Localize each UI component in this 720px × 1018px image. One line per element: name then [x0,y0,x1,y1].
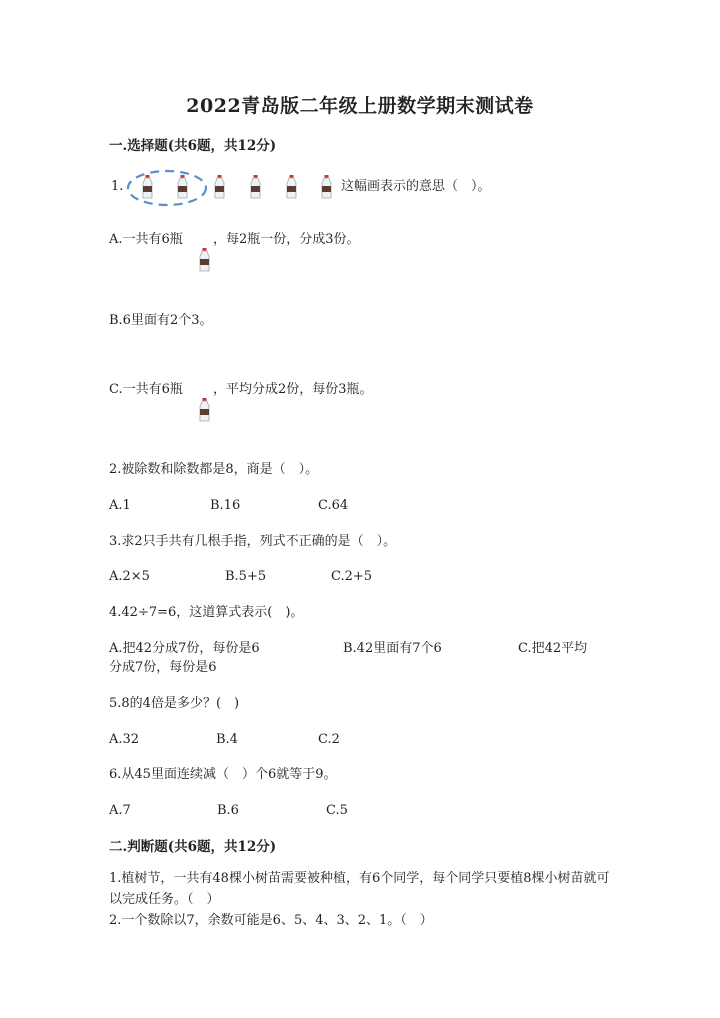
bottle-icon [286,175,297,199]
bottle-icon [199,398,210,422]
q3-option-c: C.2+5 [331,569,373,584]
bottle-icon [177,175,188,199]
q1-option-a-before: A.一共有6瓶 [109,232,183,247]
judgment-2: 2.一个数除以7，余数可能是6、5、4、3、2、1。（ ） [109,913,433,928]
bottle-icon [142,175,153,199]
grouping-ellipse [126,168,208,208]
q1-stem: 这幅画表示的意思（ ）。 [341,179,491,194]
q1-option-c-after: ，平均分成2份，每份3瓶。 [213,382,373,397]
page-title: 2022青岛版二年级上册数学期末测试卷 [186,95,534,117]
q1-option-b: B.6里面有2个3。 [109,313,213,328]
q2-stem: 2.被除数和除数都是8，商是（ ）。 [109,462,319,477]
q4-stem: 4.42÷7=6，这道算式表示( )。 [109,605,304,620]
q4-option-c: C.把42平均 [518,641,588,656]
section-heading-judgment: 二.判断题(共6题，共12分) [109,839,277,855]
q1-option-a-after: ，每2瓶一份，分成3份。 [213,232,360,247]
q4-option-a: A.把42分成7份，每份是6 [109,641,260,656]
section-heading-choice: 一.选择题(共6题，共12分) [109,138,277,154]
bottle-icon [199,248,210,272]
q6-option-a: A.7 [109,803,131,818]
q3-stem: 3.求2只手共有几根手指，列式不正确的是（ ）。 [109,534,397,549]
q6-option-c: C.5 [326,803,348,818]
q3-option-a: A.2×5 [109,569,150,584]
bottle-icon [214,175,225,199]
q5-option-a: A.32 [109,732,140,747]
q1-option-c-before: C.一共有6瓶 [109,382,183,397]
q2-option-c: C.64 [318,498,349,513]
q2-option-a: A.1 [109,498,131,513]
q5-option-c: C.2 [318,732,340,747]
q6-stem: 6.从45里面连续减（ ）个6就等于9。 [109,767,337,782]
q2-option-b: B.16 [210,498,241,513]
judgment-1: 1.植树节，一共有48棵小树苗需要被种植，有6个同学，每个同学只要植8棵小树苗就可以完成任务。（ ） [109,871,610,907]
q5-stem: 5.8的4倍是多少？( ) [109,696,240,711]
q4-option-b: B.42里面有7个6 [343,641,442,656]
q1-number: 1. [111,179,124,194]
q5-option-b: B.4 [216,732,238,747]
bottle-icon [250,175,261,199]
q4-option-c-continuation: 分成7份，每份是6 [109,660,217,675]
bottle-icon [321,175,332,199]
q6-option-b: B.6 [217,803,239,818]
q3-option-b: B.5+5 [225,569,267,584]
